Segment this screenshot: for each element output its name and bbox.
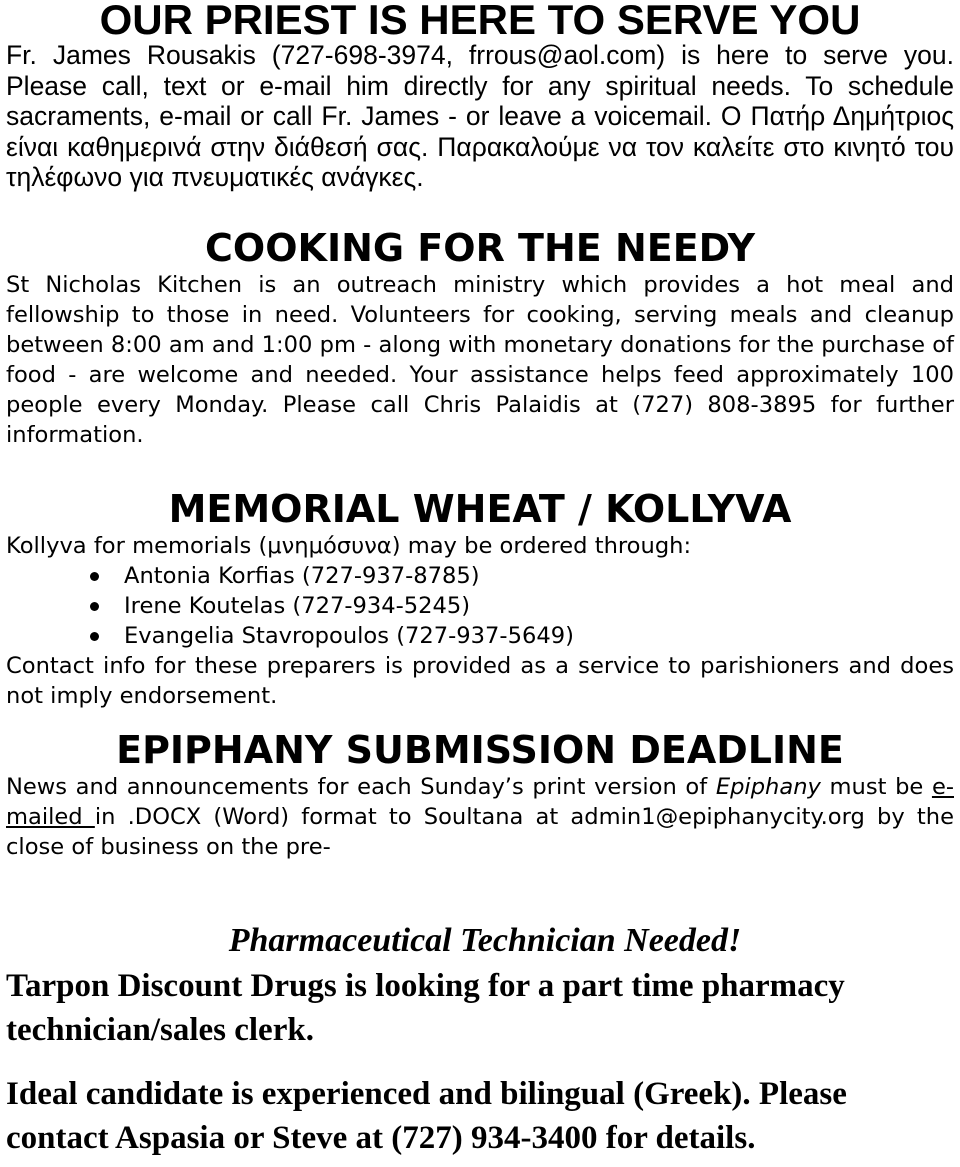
priest-body: Fr. James Rousakis (727-698-3974, frrous@aol.com) is here to serve you. Please call, text or e-mail him directly for any spiritual needs. To schedule sacraments, e-mail or call Fr. James - or leave a voicemail. Ο Πατήρ Δημήτριος είναι καθημερινά στην διάθεσή σας. Παρακαλούμε να τον καλείτε στο κινητό του τηλέφωνο για πνευματικές ανάγκες. [6,40,954,192]
priest-section [0,0,960,193]
kollyva-heading: MEMORIAL WHEAT / KOLLYVA [168,487,792,531]
pharmacy-para2: Ideal candidate is experienced and bilingual (Greek). Please contact Aspasia or Steve at (727) 934-3400 for details. [6,1076,847,1156]
pharmacy-para1: Tarpon Discount Drugs is looking for a part time pharmacy technician/sales clerk. [6,968,845,1048]
kollyva-section [0,487,960,711]
bullet-icon [90,572,99,581]
bullet-icon [90,602,99,611]
pharmacy-heading: Pharmaceutical Technician Needed! [228,922,742,959]
epiphany-heading: EPIPHANY SUBMISSION DEADLINE [116,728,844,772]
epiphany-text-part1: News and announcements for each Sunday’s print version of [6,774,716,800]
preparer-list [0,561,960,651]
epiphany-text-part3: in .DOCX (Word) format to Soultana at admin1@epiphanycity.org by the close of business on the pre- [6,804,954,860]
preparer-name: Evangelia Stavropoulos (727-937-5649) [124,623,574,649]
preparer-name: Irene Koutelas (727-934-5245) [124,593,471,619]
cooking-heading: COOKING FOR THE NEEDY [205,226,755,270]
preparer-item [124,591,960,621]
publication-name: Epiphany [715,774,821,800]
priest-heading: OUR PRIEST IS HERE TO SERVE YOU [99,0,861,43]
emailed-link[interactable]: e-mailed [6,774,954,830]
bullet-icon [90,632,99,641]
preparer-name: Antonia Korfias (727-937-8785) [124,563,480,589]
epiphany-text-part2: must be [820,774,932,800]
preparer-item [124,561,960,591]
epiphany-body [0,772,960,862]
kollyva-intro: Kollyva for memorials (μνημόσυνα) may be ordered through: [6,533,692,559]
epiphany-section [0,728,960,862]
preparer-item [124,621,960,651]
cooking-body: St Nicholas Kitchen is an outreach ministry which provides a hot meal and fellowship to those in need. Volunteers for cooking, serving meals and cleanup between 8:00 am and 1:00 pm - along with monetary donations for the purchase of food - are welcome and needed. Your assistance helps feed approximately 100 people every Monday. Please call Chris Palaidis at (727) 808-3895 for further information. [6,272,954,448]
cooking-section [0,226,960,450]
pharmacy-section [0,918,960,1160]
kollyva-note: Contact info for these preparers is provided as a service to parishioners and does not imply endorsement. [6,653,954,709]
paragraph-spacer [0,1052,960,1072]
